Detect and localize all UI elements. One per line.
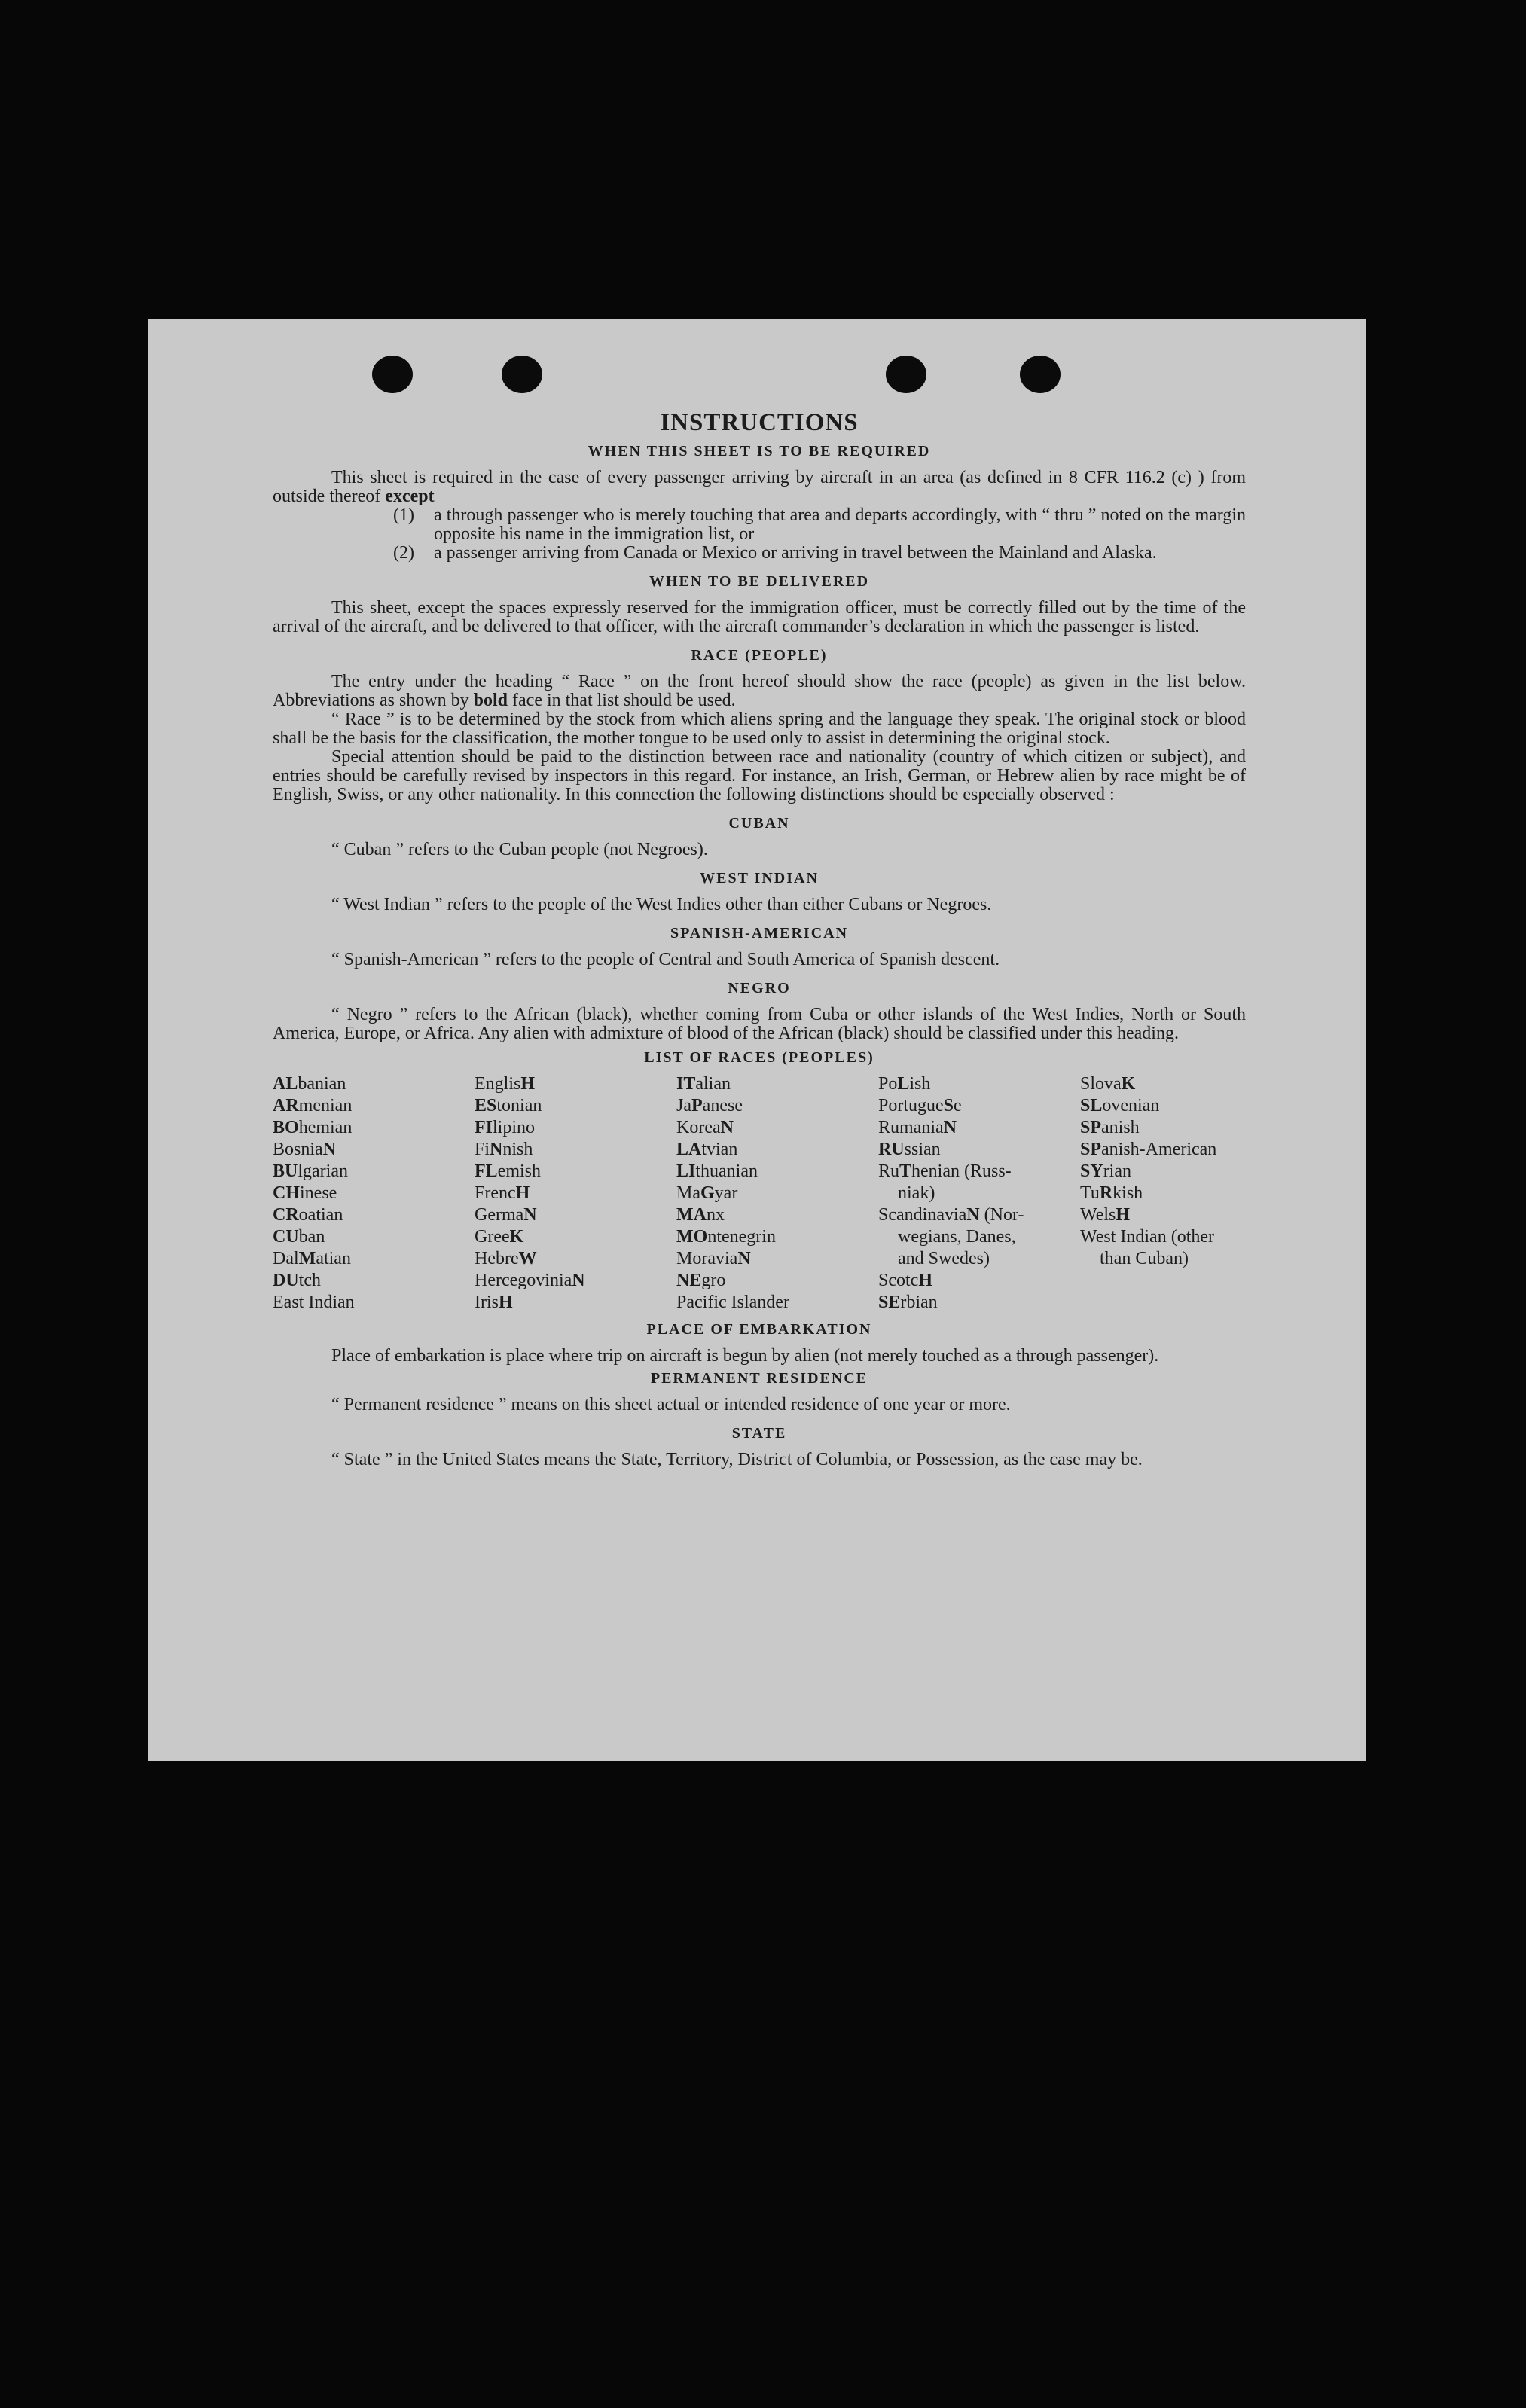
race-entry: DUtch bbox=[273, 1271, 321, 1290]
race-entry: GreeK bbox=[475, 1227, 524, 1247]
negro-text: “ Negro ” refers to the African (black), whether coming from Cuba or other islands of the West Indies, North or South America, Europe, or Africa. Any alien with admixture of blood of the African (black) should be classified under this heading. bbox=[273, 1005, 1246, 1043]
race-entry: SErbian bbox=[878, 1293, 938, 1312]
residence-text: “ Permanent residence ” means on this sheet actual or intended residence of one year or more. bbox=[331, 1395, 1011, 1415]
heading-embarkation: PLACE OF EMBARKATION bbox=[646, 1321, 872, 1338]
race-paragraph-1: The entry under the heading “ Race ” on the front hereof should show the race (people) as given in the list below. Abbreviations as shown by bold face in that list should be used. bbox=[273, 672, 1246, 710]
race-paragraph-3: Special attention should be paid to the distinction between race and nationality (country of which citizen or subject), and entries should be carefully revised by inspectors in this regard. For instance, an Irish, German, or Hebrew alien by race might be of English, Swiss, or any other nationality. In this connection the following distinctions should be especially observed : bbox=[273, 747, 1246, 804]
race-entry: and Swedes) bbox=[898, 1249, 990, 1268]
races-column bbox=[1080, 1073, 1246, 1314]
race-entry: EStonian bbox=[475, 1096, 542, 1115]
heading-when-delivered: WHEN TO BE DELIVERED bbox=[649, 573, 870, 590]
race-entry: MOntenegrin bbox=[676, 1227, 776, 1247]
race-entry: SPanish bbox=[1080, 1118, 1140, 1137]
race-entry: TuRkish bbox=[1080, 1183, 1143, 1203]
state-text: “ State ” in the United States means the State, Territory, District of Columbia, or Possession, as the case may be. bbox=[331, 1450, 1143, 1470]
heading-west-indian: WEST INDIAN bbox=[700, 870, 819, 887]
race-entry: ITalian bbox=[676, 1074, 731, 1094]
race-entry: HebreW bbox=[475, 1249, 537, 1268]
heading-race: RACE (PEOPLE) bbox=[691, 647, 828, 664]
race-entry: PortugueSe bbox=[878, 1096, 962, 1115]
race-entry: CUban bbox=[273, 1227, 325, 1247]
race-entry: than Cuban) bbox=[1100, 1249, 1189, 1268]
race-entry: CRoatian bbox=[273, 1205, 343, 1225]
race-entry: SPanish-American bbox=[1080, 1140, 1217, 1159]
race-entry: ALbanian bbox=[273, 1074, 346, 1094]
race-entry: MAnx bbox=[676, 1205, 725, 1225]
race-entry: LIthuanian bbox=[676, 1161, 758, 1181]
race-entry: GermaN bbox=[475, 1205, 537, 1225]
race-entry: ScandinaviaN (Nor- bbox=[878, 1205, 1024, 1225]
punch-hole bbox=[886, 356, 926, 393]
race-entry: East Indian bbox=[273, 1293, 355, 1312]
race-entry: BUlgarian bbox=[273, 1161, 348, 1181]
race-entry: niak) bbox=[898, 1183, 935, 1203]
races-column bbox=[676, 1073, 878, 1314]
race-entry: FLemish bbox=[475, 1161, 541, 1181]
race-entry: EnglisH bbox=[475, 1074, 536, 1094]
race-entry: BosniaN bbox=[273, 1140, 337, 1159]
race-entry: RumaniaN bbox=[878, 1118, 957, 1137]
heading-when-required: WHEN THIS SHEET IS TO BE REQUIRED bbox=[588, 443, 931, 459]
instructions-content bbox=[273, 410, 1246, 1470]
punch-hole bbox=[372, 356, 413, 393]
race-entry: RuThenian (Russ- bbox=[878, 1161, 1012, 1181]
race-paragraph-2: “ Race ” is to be determined by the stock from which aliens spring and the language they speak. The original stock or blood shall be the basis for the classification, the mother tongue to be used only to assist in determining the original stock. bbox=[273, 710, 1246, 748]
race-entry: wegians, Danes, bbox=[898, 1227, 1016, 1247]
race-entry: West Indian (other bbox=[1080, 1227, 1215, 1247]
when-delivered-text: This sheet, except the spaces expressly reserved for the immigration officer, must be correctly filled out by the time of the arrival of the aircraft, and be delivered to that officer, with the aircraft commander’s declaration in which the passenger is listed. bbox=[273, 598, 1246, 636]
west-indian-text: “ West Indian ” refers to the people of the West Indies other than either Cubans or Negroes. bbox=[331, 895, 992, 914]
race-entry: JaPanese bbox=[676, 1096, 743, 1115]
race-entry: FiNnish bbox=[475, 1140, 533, 1159]
cuban-text: “ Cuban ” refers to the Cuban people (not Negroes). bbox=[331, 840, 708, 859]
races-column bbox=[878, 1073, 1080, 1314]
when-required-intro: This sheet is required in the case of every passenger arriving by aircraft in an area (as defined in 8 CFR 116.2 (c) ) from outside thereof except bbox=[273, 468, 1246, 506]
heading-residence: PERMANENT RESIDENCE bbox=[650, 1370, 868, 1387]
race-entry: SLovenian bbox=[1080, 1096, 1160, 1115]
race-entry: CHinese bbox=[273, 1183, 337, 1203]
race-entry: ScotcH bbox=[878, 1271, 932, 1290]
punch-hole bbox=[1020, 356, 1061, 393]
races-list bbox=[273, 1073, 1246, 1314]
exception-item-1: (1) a through passenger who is merely touching that area and departs accordingly, with “ thru ” noted on the margin opposite his name in the immigration list, or bbox=[393, 505, 1246, 544]
heading-spanish-american: SPANISH-AMERICAN bbox=[670, 925, 849, 942]
exception-item-2: (2) a passenger arriving from Canada or Mexico or arriving in travel between the Mainland and Alaska. bbox=[393, 543, 1157, 563]
race-entry: WelsH bbox=[1080, 1205, 1131, 1225]
race-entry: FrencH bbox=[475, 1183, 530, 1203]
page-title: INSTRUCTIONS bbox=[660, 409, 859, 436]
spanish-american-text: “ Spanish-American ” refers to the people of Central and South America of Spanish descent. bbox=[331, 950, 1000, 969]
race-entry: DalMatian bbox=[273, 1249, 351, 1268]
race-entry: Pacific Islander bbox=[676, 1293, 789, 1312]
punch-hole bbox=[502, 356, 542, 393]
races-column bbox=[475, 1073, 676, 1314]
race-entry: KoreaN bbox=[676, 1118, 734, 1137]
instruction-sheet bbox=[148, 319, 1366, 1761]
race-entry: SlovaK bbox=[1080, 1074, 1136, 1094]
race-entry: ARmenian bbox=[273, 1096, 353, 1115]
race-entry: MoraviaN bbox=[676, 1249, 751, 1268]
heading-list-of-races: LIST OF RACES (PEOPLES) bbox=[644, 1049, 874, 1066]
heading-negro: NEGRO bbox=[728, 980, 791, 996]
race-entry: IrisH bbox=[475, 1293, 513, 1312]
race-entry: BOhemian bbox=[273, 1118, 353, 1137]
embarkation-text: Place of embarkation is place where trip on aircraft is begun by alien (not merely touched as a through passenger). bbox=[331, 1346, 1159, 1366]
race-entry: RUssian bbox=[878, 1140, 941, 1159]
except-bold: except bbox=[385, 487, 435, 506]
heading-cuban: CUBAN bbox=[728, 815, 790, 832]
race-entry: FIlipino bbox=[475, 1118, 536, 1137]
race-entry: NEgro bbox=[676, 1271, 726, 1290]
race-entry: LAtvian bbox=[676, 1140, 738, 1159]
race-entry: SYrian bbox=[1080, 1161, 1131, 1181]
race-entry: HercegoviniaN bbox=[475, 1271, 585, 1290]
heading-state: STATE bbox=[731, 1425, 787, 1442]
races-column bbox=[273, 1073, 475, 1314]
race-entry: MaGyar bbox=[676, 1183, 738, 1203]
race-entry: PoLish bbox=[878, 1074, 931, 1094]
